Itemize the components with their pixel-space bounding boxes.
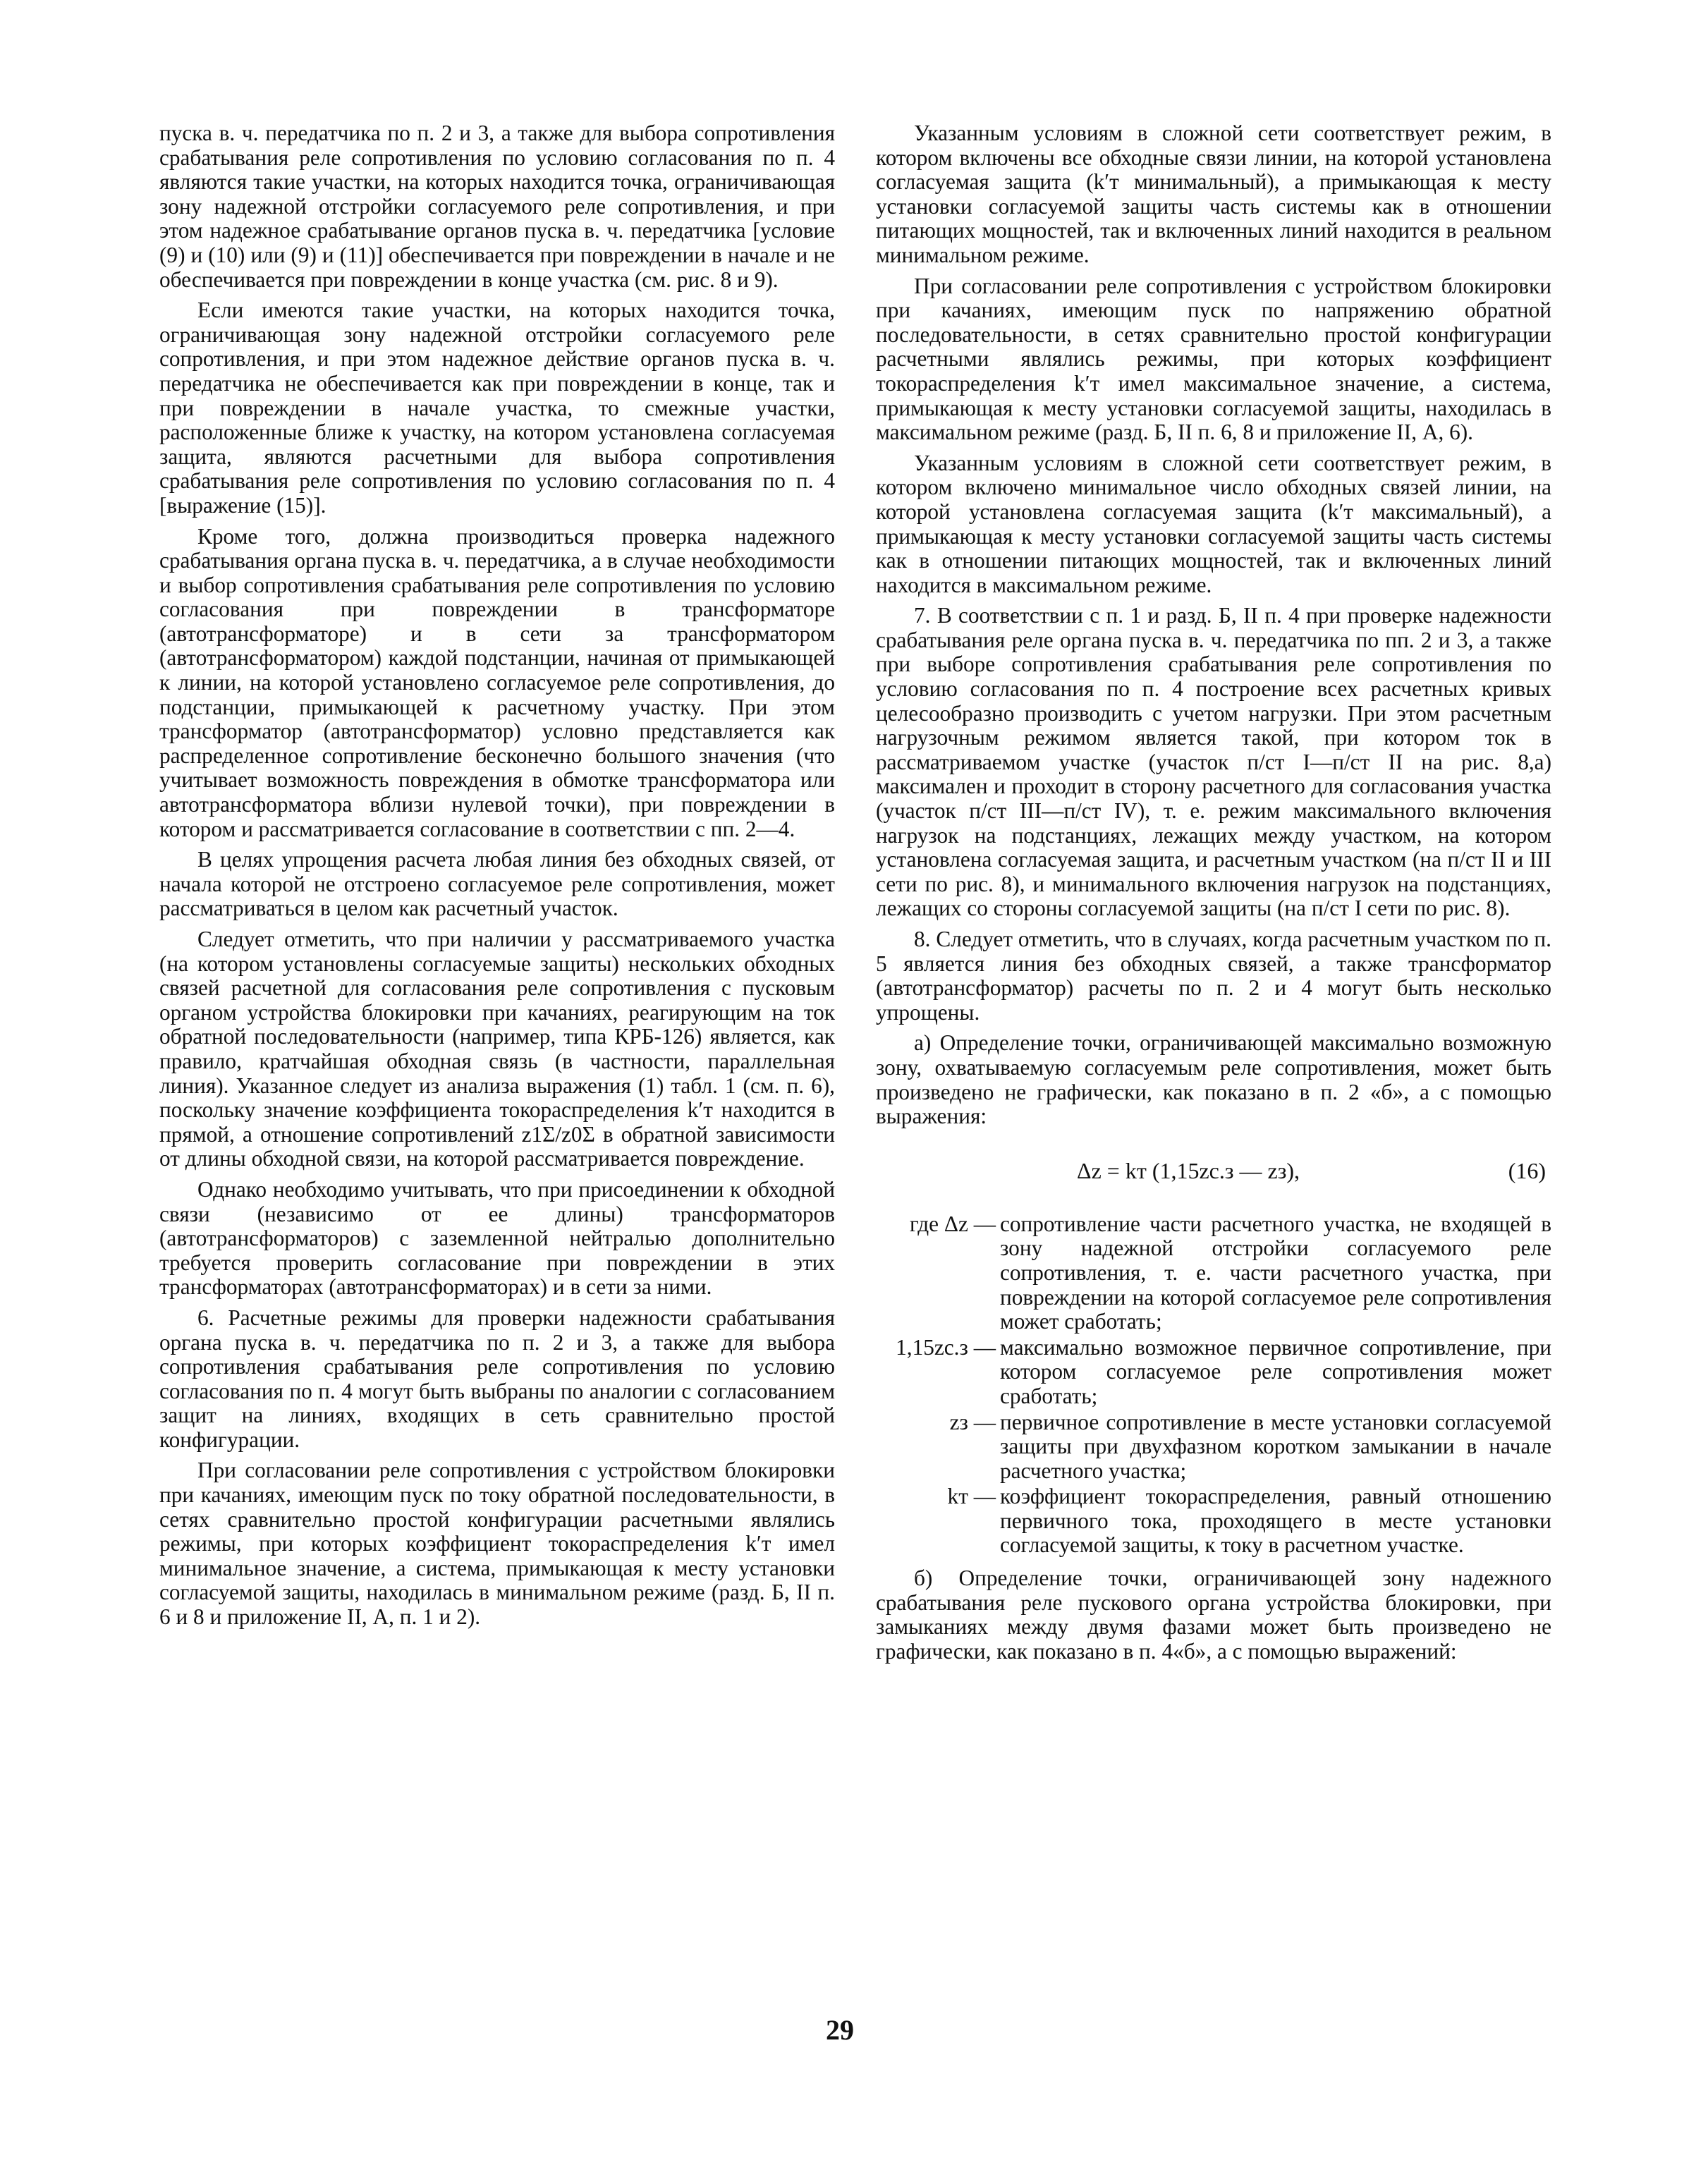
- paragraph: Указанным условиям в сложной сети соответствует режим, в котором включено минимальное число обходных связей линии, на которой установлена согласуемая защита (k′т максимальный), а примыкающая к месту установки согласуемой защиты часть системы как в отношении питающих мощностей, так и включенных линий находится в максимальном режиме.: [876, 450, 1551, 597]
- legend-description: максимально возможное первичное сопротивление, при котором согласуемое реле сопротивления может сработать;: [1000, 1334, 1551, 1408]
- paragraph: 7. В соответствии с п. 1 и разд. Б, II п. 4 при проверке надежности срабатывания реле органа пуска в. ч. передатчика по пп. 2 и 3, а также при выборе сопротивления срабатывания реле сопротивления по условию согласования по п. 4 построение всех расчетных кривых целесообразно производить с учетом нагрузки. При этом расчетным нагрузочным режимом является такой, при котором ток в рассматриваемом участке (участок п/ст I—п/ст II на рис. 8,а) максимален и проходит в сторону расчетного для согласования участка (участок п/ст III—п/ст IV), т. е. режим максимального включения нагрузок на подстанциях, лежащих между участком, на котором установлена согласуемая защита, и расчетным участком (на п/ст II и III сети по рис. 8), и минимального включения нагрузок на подстанциях, лежащих со стороны согласуемой защиты (на п/ст I сети по рис. 8).: [876, 603, 1551, 921]
- legend-row: [876, 1212, 1551, 1334]
- legend-term: где Δz —: [909, 1211, 996, 1236]
- paragraph: При согласовании реле сопротивления с устройством блокировки при качаниях, имеющим пуск по напряжению обратной последовательности, в сетях сравнительно простой конфигурации расчетными являлись режимы, при которых коэффициент токораспределения k′т имел максимальное значение, а система, примыкающая к месту установки согласуемой защиты, находилась в максимальном режиме (разд. Б, II п. 6, 8 и приложение II, А, 6).: [876, 273, 1551, 445]
- paragraph: Если имеются такие участки, на которых находится точка, ограничивающая зону надежной отстройки согласуемого реле сопротивления, и при этом надежное действие органов пуска в. ч. передатчика не обеспечивается как при повреждении в конце, так и при повреждении в начале участка, то смежные участки, расположенные ближе к участку, на котором установлена согласуемая защита, являются расчетными для выбора сопротивления срабатывания реле сопротивления по условию согласования по п. 4 [выражение (15)].: [159, 298, 835, 518]
- right-column: [876, 121, 1551, 1670]
- paragraph: Кроме того, должна производиться проверка надежного срабатывания органа пуска в. ч. передатчика, а в случае необходимости и выбор сопротивления срабатывания реле сопротивления по условию согласования при повреждении в трансформаторе (автотрансформаторе) и в сети за трансформатором (автотрансформатором) каждой подстанции, начиная от примыкающей к линии, на которой установлено согласуемое реле сопротивления, до подстанции, примыкающей к расчетному участку. При этом трансформатор (автотрансформатор) условно представляется как распределенное сопротивление бесконечно большого значения (что учитывает возможность повреждения в обмотке трансформатора или автотрансформатора вблизи нулевой точки), при повреждении в котором и рассматривается согласование в соответствии с пп. 2—4.: [159, 523, 835, 841]
- formula-number: (16): [1508, 1157, 1546, 1183]
- legend-term: kт —: [947, 1484, 996, 1509]
- paragraph: а) Определение точки, ограничивающей максимально возможную зону, охватываемую согласуемым реле сопротивления, может быть произведено не графически, как показано в п. 2 «б», а с помощью выражения:: [876, 1030, 1551, 1129]
- legend-row: [876, 1336, 1551, 1409]
- paragraph: б) Определение точки, ограничивающей зону надежного срабатывания реле пускового органа устройства блокировки, при замыканиях между двумя фазами может быть произведено не графически, как показано в п. 4«б», а с помощью выражений:: [876, 1566, 1551, 1664]
- legend-row: [876, 1410, 1551, 1484]
- formula-16: [876, 1150, 1551, 1193]
- paragraph: Указанным условиям в сложной сети соответствует режим, в котором включены все обходные связи линии, на которой установлена согласуемая защита (k′т минимальный), а примыкающая к месту установки согласуемой защиты часть системы как в отношении питающих мощностей, так и включенных линий находится в реальном минимальном режиме.: [876, 121, 1551, 267]
- legend-term: 1,15zс.з —: [896, 1334, 996, 1360]
- legend-description: сопротивление части расчетного участка, не входящей в зону надежной отстройки согласуемого реле сопротивления, т. е. части расчетного участка, при повреждении на которой согласуемое реле сопротивления может сработать;: [1000, 1211, 1551, 1334]
- formula-expression: Δz = kт (1,15zс.з — zз),: [1077, 1157, 1300, 1183]
- formula-legend: [876, 1212, 1551, 1558]
- legend-row: [876, 1484, 1551, 1558]
- paragraph: В целях упрощения расчета любая линия без обходных связей, от начала которой не отстроено согласуемое реле сопротивления, может рассматриваться в целом как расчетный участок.: [159, 847, 835, 921]
- paragraph: 8. Следует отметить, что в случаях, когда расчетным участком по п. 5 является линия без обходных связей, а также трансформатор (автотрансформатор) расчеты по п. 2 и 4 могут быть несколько упрощены.: [876, 927, 1551, 1025]
- left-column: [159, 121, 835, 1636]
- paragraph: Однако необходимо учитывать, что при присоединении к обходной связи (независимо от ее длины) трансформаторов (автотрансформаторов) с заземленной нейтралью дополнительно требуется проверить согласование при повреждении в этих трансформаторах (автотрансформаторах) и в сети за ними.: [159, 1176, 835, 1300]
- paragraph: пуска в. ч. передатчика по п. 2 и 3, а также для выбора сопротивления срабатывания реле сопротивления по условию согласования по п. 4 являются такие участки, на которых находится точка, ограничивающая зону надежной отстройки согласуемого реле сопротивления, и при этом надежное срабатывание органов пуска в. ч. передатчика [условие (9) и (10) или (9) и (11)] обеспечивается при повреждении в начале и не обеспечивается при повреждении в конце участка (см. рис. 8 и 9).: [159, 121, 835, 292]
- paragraph: При согласовании реле сопротивления с устройством блокировки при качаниях, имеющим пуск по току обратной последовательности, в сетях сравнительно простой конфигурации расчетными являлись режимы, при которых коэффициент токораспределения k′т имел минимальное значение, а система, примыкающая к месту установки согласуемой защиты, находилась в минимальном режиме (разд. Б, II п. 6 и 8 и приложение II, А, п. 1 и 2).: [159, 1458, 835, 1630]
- legend-description: первичное сопротивление в месте установки согласуемой защиты при двухфазном коротком замыкании в начале расчетного участка;: [1000, 1409, 1551, 1483]
- legend-description: коэффициент токораспределения, равный отношению первичного тока, проходящего в месте установки согласуемой защиты, к току в расчетном участке.: [1000, 1484, 1551, 1558]
- legend-term: zз —: [949, 1409, 996, 1434]
- paragraph: 6. Расчетные режимы для проверки надежности срабатывания органа пуска в. ч. передатчика по п. 2 и 3, а также для выбора сопротивления срабатывания реле сопротивления по условию согласования по п. 4 могут быть выбраны по аналогии с согласованием защит на линиях, входящих в сеть сравнительно простой конфигурации.: [159, 1305, 835, 1452]
- page-number: 29: [826, 2014, 854, 2046]
- paragraph: Следует отметить, что при наличии у рассматриваемого участка (на котором установлены согласуемые защиты) нескольких обходных связей расчетной для согласования реле сопротивления с пусковым органом устройства блокировки при качаниях, реагирующим на ток обратной последовательности (например, типа КРБ-126) является, как правило, кратчайшая обходная связь (в частности, параллельная линия). Указанное следует из анализа выражения (1) табл. 1 (см. п. 6), поскольку значение коэффициента токораспределения k′т находится в прямой, а отношение сопротивлений z1Σ/z0Σ в обратной зависимости от длины обходной связи, на которой рассматривается повреждение.: [159, 927, 835, 1171]
